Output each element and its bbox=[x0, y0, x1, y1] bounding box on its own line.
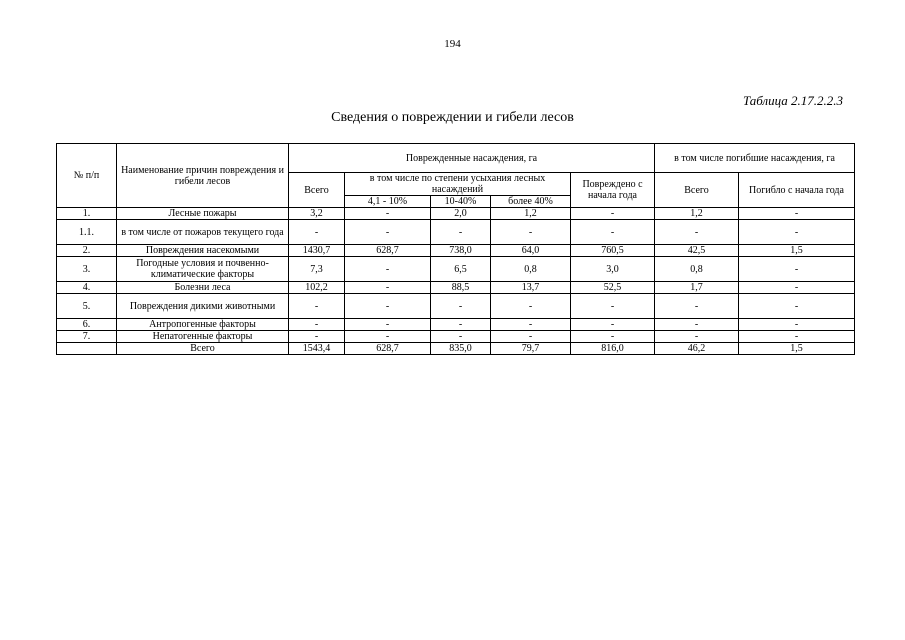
row-dead-since: - bbox=[739, 257, 855, 282]
row-name: Погодные условия и почвенно-климатические факторы bbox=[117, 257, 289, 282]
document-title: Сведения о повреждении и гибели лесов bbox=[331, 110, 574, 125]
row-total: 1430,7 bbox=[289, 245, 345, 257]
row-num: 6. bbox=[57, 319, 117, 331]
row-damaged-since: 52,5 bbox=[571, 282, 655, 294]
row-pct-3: - bbox=[491, 294, 571, 319]
row-name: Лесные пожары bbox=[117, 208, 289, 220]
header-num: № п/п bbox=[57, 144, 117, 208]
row-dead-total: 42,5 bbox=[655, 245, 739, 257]
row-pct-2: 2,0 bbox=[431, 208, 491, 220]
row-dead-total: - bbox=[655, 294, 739, 319]
row-dead-since: - bbox=[739, 319, 855, 331]
row-dead-since: 1,5 bbox=[739, 245, 855, 257]
row-total: 1543,4 bbox=[289, 343, 345, 355]
row-name: Повреждения насекомыми bbox=[117, 245, 289, 257]
row-total: - bbox=[289, 319, 345, 331]
row-pct-3: - bbox=[491, 331, 571, 343]
row-dead-total: - bbox=[655, 331, 739, 343]
row-total: 7,3 bbox=[289, 257, 345, 282]
row-pct-2: 835,0 bbox=[431, 343, 491, 355]
row-pct-1: - bbox=[345, 220, 431, 245]
table-row bbox=[57, 294, 855, 319]
row-num: 3. bbox=[57, 257, 117, 282]
row-pct-3: - bbox=[491, 319, 571, 331]
row-pct-1: 628,7 bbox=[345, 343, 431, 355]
header-row bbox=[57, 144, 855, 173]
row-num: 4. bbox=[57, 282, 117, 294]
row-num: 7. bbox=[57, 331, 117, 343]
row-dead-since: - bbox=[739, 282, 855, 294]
row-pct-3: - bbox=[491, 220, 571, 245]
row-damaged-since: 760,5 bbox=[571, 245, 655, 257]
row-damaged-since: 816,0 bbox=[571, 343, 655, 355]
row-name: Антропогенные факторы bbox=[117, 319, 289, 331]
row-pct-2: - bbox=[431, 319, 491, 331]
row-damaged-since: - bbox=[571, 208, 655, 220]
row-pct-3: 0,8 bbox=[491, 257, 571, 282]
table-row bbox=[57, 319, 855, 331]
row-num: 1.1. bbox=[57, 220, 117, 245]
row-damaged-since: 3,0 bbox=[571, 257, 655, 282]
row-pct-1: - bbox=[345, 282, 431, 294]
row-dead-since: - bbox=[739, 331, 855, 343]
row-damaged-since: - bbox=[571, 319, 655, 331]
table-row bbox=[57, 220, 855, 245]
row-num: 2. bbox=[57, 245, 117, 257]
row-damaged-since: - bbox=[571, 331, 655, 343]
row-pct-2: - bbox=[431, 294, 491, 319]
header-pct-1: 4,1 - 10% bbox=[345, 196, 431, 208]
row-total: - bbox=[289, 331, 345, 343]
row-pct-1: 628,7 bbox=[345, 245, 431, 257]
table-row bbox=[57, 282, 855, 294]
row-pct-1: - bbox=[345, 208, 431, 220]
header-dead-total: Всего bbox=[655, 173, 739, 208]
row-num bbox=[57, 343, 117, 355]
row-pct-2: 88,5 bbox=[431, 282, 491, 294]
header-total: Всего bbox=[289, 173, 345, 208]
header-damaged: Поврежденные насаждения, га bbox=[289, 144, 655, 173]
row-dead-since: - bbox=[739, 220, 855, 245]
forest-damage-table bbox=[56, 143, 855, 355]
row-pct-2: 6,5 bbox=[431, 257, 491, 282]
row-pct-3: 13,7 bbox=[491, 282, 571, 294]
row-name: Непатогенные факторы bbox=[117, 331, 289, 343]
row-damaged-since: - bbox=[571, 220, 655, 245]
row-name: Болезни леса bbox=[117, 282, 289, 294]
row-total: 102,2 bbox=[289, 282, 345, 294]
row-name: Всего bbox=[117, 343, 289, 355]
header-damaged-since: Повреждено с начала года bbox=[571, 173, 655, 208]
row-dead-since: - bbox=[739, 294, 855, 319]
row-dead-total: 46,2 bbox=[655, 343, 739, 355]
header-drying: в том числе по степени усыхания лесных насаждений bbox=[345, 173, 571, 196]
row-dead-since: 1,5 bbox=[739, 343, 855, 355]
row-pct-1: - bbox=[345, 294, 431, 319]
row-dead-total: - bbox=[655, 220, 739, 245]
table-row bbox=[57, 331, 855, 343]
row-pct-2: - bbox=[431, 220, 491, 245]
row-pct-2: - bbox=[431, 331, 491, 343]
row-dead-total: - bbox=[655, 319, 739, 331]
row-pct-3: 1,2 bbox=[491, 208, 571, 220]
row-pct-3: 64,0 bbox=[491, 245, 571, 257]
page-number: 194 bbox=[444, 38, 461, 50]
row-dead-since: - bbox=[739, 208, 855, 220]
table-row bbox=[57, 257, 855, 282]
row-total: - bbox=[289, 294, 345, 319]
row-dead-total: 0,8 bbox=[655, 257, 739, 282]
row-dead-total: 1,7 bbox=[655, 282, 739, 294]
row-dead-total: 1,2 bbox=[655, 208, 739, 220]
row-num: 5. bbox=[57, 294, 117, 319]
header-pct-3: более 40% bbox=[491, 196, 571, 208]
header-pct-2: 10-40% bbox=[431, 196, 491, 208]
row-damaged-since: - bbox=[571, 294, 655, 319]
header-dead-since: Погибло с начала года bbox=[739, 173, 855, 208]
row-num: 1. bbox=[57, 208, 117, 220]
total-row bbox=[57, 343, 855, 355]
row-pct-1: - bbox=[345, 257, 431, 282]
row-pct-2: 738,0 bbox=[431, 245, 491, 257]
row-pct-1: - bbox=[345, 319, 431, 331]
header-dead: в том числе погибшие насаждения, га bbox=[655, 144, 855, 173]
row-pct-1: - bbox=[345, 331, 431, 343]
table-row bbox=[57, 208, 855, 220]
row-total: - bbox=[289, 220, 345, 245]
header-cause: Наименование причин повреждения и гибели лесов bbox=[117, 144, 289, 208]
row-name: в том числе от пожаров текущего года bbox=[117, 220, 289, 245]
row-pct-3: 79,7 bbox=[491, 343, 571, 355]
table-row bbox=[57, 245, 855, 257]
row-name: Повреждения дикими животными bbox=[117, 294, 289, 319]
table-label: Таблица 2.17.2.2.3 bbox=[742, 93, 843, 108]
row-total: 3,2 bbox=[289, 208, 345, 220]
